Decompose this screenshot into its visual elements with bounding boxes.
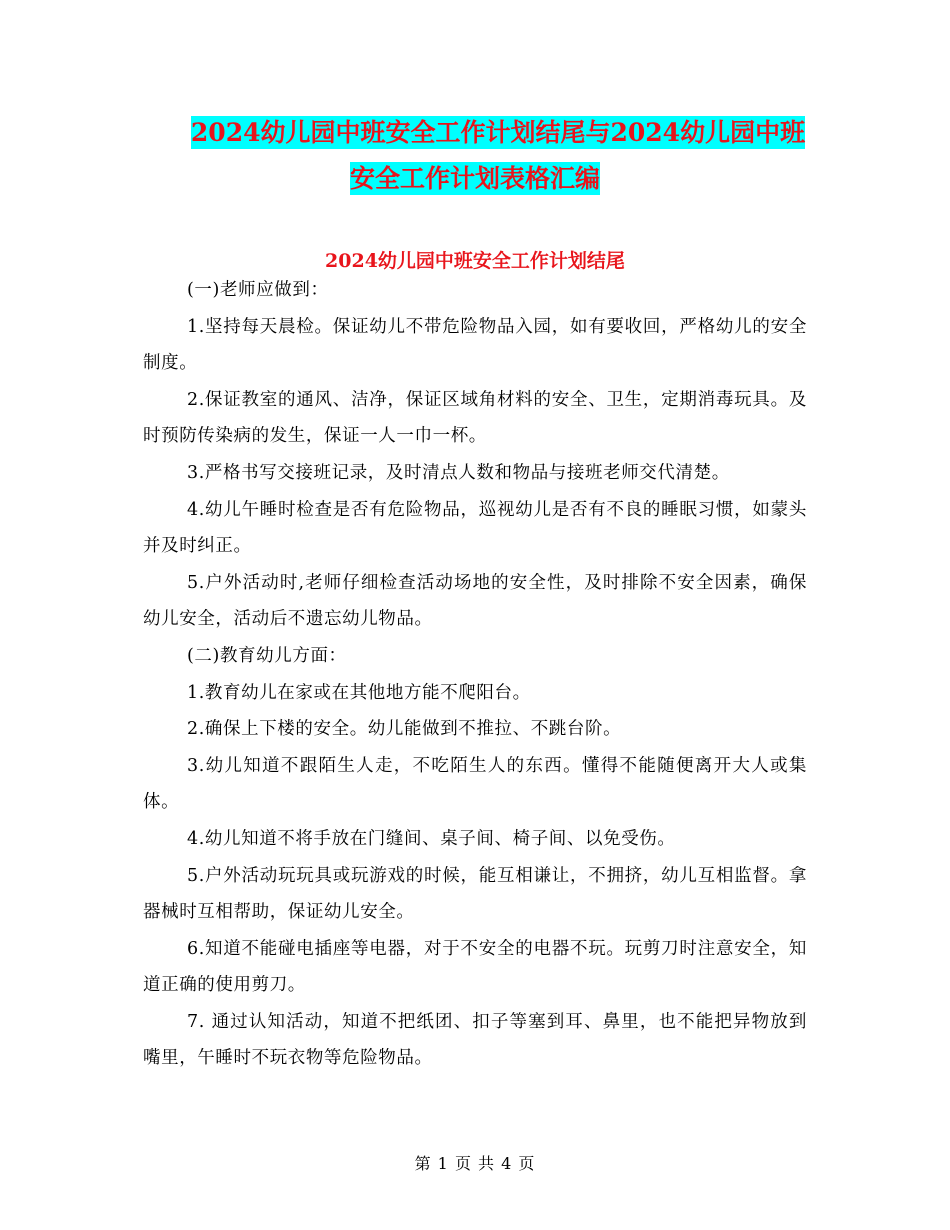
paragraph: 1.教育幼儿在家或在其他地方能不爬阳台。 (187, 682, 531, 703)
paragraph: 5.户外活动玩玩具或玩游戏的时候，能互相谦让，不拥挤，幼儿互相监督。拿器械时互相帮助，保证幼儿安全。 (143, 865, 807, 923)
paragraph: 4.幼儿知道不将手放在门缝间、桌子间、椅子间、以免受伤。 (187, 828, 676, 849)
paragraph: 4.幼儿午睡时检查是否有危险物品，巡视幼儿是否有不良的睡眠习惯，如蒙头并及时纠正。 (143, 499, 807, 557)
paragraph: 2.确保上下楼的安全。幼儿能做到不推拉、不跳台阶。 (187, 719, 622, 740)
paragraph: 7. 通过认知活动，知道不把纸团、扣子等塞到耳、鼻里，也不能把异物放到嘴里，午睡时不玩衣物等危险物品。 (143, 1011, 807, 1069)
paragraph: 5.户外活动时,老师仔细检查活动场地的安全性，及时排除不安全因素，确保幼儿安全，活动后不遗忘幼儿物品。 (143, 572, 807, 630)
document-body (143, 272, 807, 1077)
paragraph: 1.坚持每天晨检。保证幼儿不带危险物品入园，如有要收回，严格幼儿的安全制度。 (143, 316, 807, 374)
paragraph: (二)教育幼儿方面： (187, 645, 347, 666)
paragraph: (一)老师应做到： (187, 280, 329, 300)
document-title-line-1 (0, 110, 950, 156)
section-title: 2024幼儿园中班安全工作计划结尾 (325, 250, 625, 272)
paragraph: 3.幼儿知道不跟陌生人走，不吃陌生人的东西。懂得不能随便离开大人或集体。 (143, 755, 807, 813)
document-title-line-2 (0, 156, 950, 202)
document-title (0, 110, 950, 202)
title-highlight-1: 2024幼儿园中班安全工作计划结尾与2024幼儿园中班 (190, 118, 806, 147)
paragraph: 2.保证教室的通风、洁净，保证区域角材料的安全、卫生，定期消毒玩具。及时预防传染病的发生，保证一人一巾一杯。 (143, 389, 807, 447)
paragraph: 3.严格书写交接班记录，及时清点人数和物品与接班老师交代清楚。 (187, 462, 730, 483)
paragraph: 6.知道不能碰电插座等电器，对于不安全的电器不玩。玩剪刀时注意安全，知道正确的使用剪刀。 (143, 938, 807, 996)
title-highlight-2: 安全工作计划表格汇编 (349, 164, 600, 193)
page-footer: 第 1 页 共 4 页 (414, 1154, 536, 1173)
